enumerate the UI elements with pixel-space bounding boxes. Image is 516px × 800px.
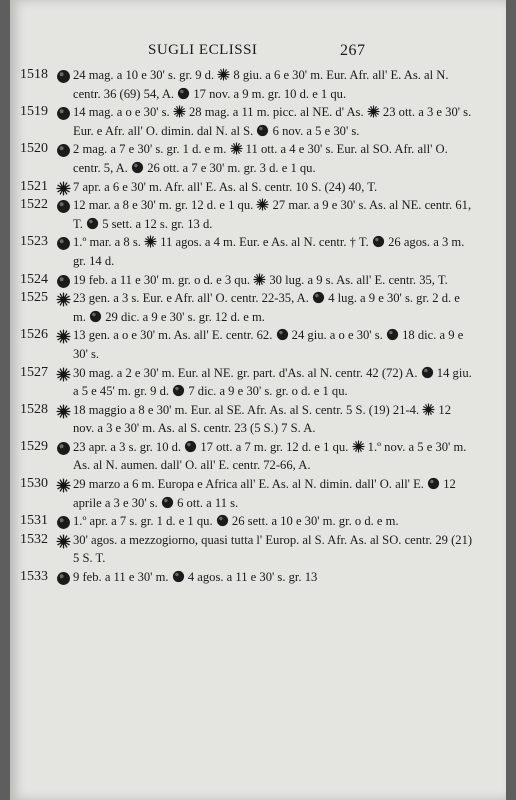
moon-eclipse-icon (56, 441, 71, 456)
entry-text-segment: 11 ott. a 4 e 30' s. Eur. al SO. Afr. all' O. centr. 5, A. (73, 142, 448, 175)
moon-eclipse-icon (312, 291, 325, 304)
page-header (10, 42, 506, 62)
moon-eclipse-icon (421, 366, 434, 379)
entry-year: 1524 (20, 271, 48, 287)
sun-eclipse-icon (56, 534, 71, 549)
entry-text-segment: 27 mar. a 9 e 30' s. As. al NE. centr. 61, T. (73, 198, 472, 231)
moon-eclipse-icon (172, 570, 185, 583)
entry-text-segment: 2 mag. a 7 e 30' s. gr. 1 d. e m. (73, 142, 230, 157)
sun-eclipse-icon (256, 198, 269, 211)
moon-eclipse-icon (89, 310, 102, 323)
entry-text-segment: 29 marzo a 6 m. Europa e Africa all' E. As. al N. dimin. dall' O. all' E. (73, 477, 428, 492)
page-number: 267 (340, 42, 366, 59)
entry-year: 1525 (20, 290, 48, 306)
entry-text-segment: 18 dic. a 9 e 30' s. (73, 328, 464, 361)
entry-text-segment: 30' agos. a mezzogiorno, quasi tutta l' Europ. al S. Afr. As. al SO. centr. 29 (21) 5 S. T. (73, 532, 473, 566)
entry-text-segment: 9 feb. a 11 e 30' m. (73, 570, 172, 585)
eclipse-year-entry (10, 568, 506, 587)
sun-eclipse-icon (56, 292, 71, 307)
entry-text-segment: 12 mar. a 8 e 30' m. gr. 12 d. e 1 qu. (73, 198, 257, 213)
moon-eclipse-icon (56, 106, 71, 121)
entry-text (73, 364, 473, 401)
entry-text-segment: 18 maggio a 8 e 30' m. Eur. al SE. Afr. As. al S. centr. 5 S. (19) 21-4. (73, 402, 423, 417)
entry-text-segment: 30 lug. a 9 s. As. all' E. centr. 35, T. (266, 272, 448, 287)
entry-text (73, 196, 473, 233)
entry-text-segment: 23 apr. a 3 s. gr. 10 d. (73, 439, 185, 454)
entry-text-segment: 5 sett. a 12 s. gr. 13 d. (99, 216, 213, 231)
entry-text-segment: 13 gen. a o e 30' m. As. all' E. centr. 62. (73, 328, 276, 343)
eclipse-year-entry (10, 178, 506, 197)
sun-eclipse-icon (352, 440, 365, 453)
moon-eclipse-icon (386, 328, 399, 341)
entry-text-segment: 6 nov. a 5 e 30' s. (269, 123, 360, 138)
entry-text (73, 475, 473, 512)
entry-text-segment: 26 ott. a 7 e 30' m. gr. 3 d. e 1 qu. (144, 160, 316, 175)
sun-eclipse-icon (56, 329, 71, 344)
moon-eclipse-icon (56, 571, 71, 586)
entry-text (73, 271, 473, 290)
entry-text-segment: 23 ott. a 3 e 30' s. Eur. e Afr. all' O. dimin. dal N. al S. (73, 105, 472, 138)
sun-eclipse-icon (173, 105, 186, 118)
moon-eclipse-icon (161, 496, 174, 509)
entry-text-segment: 19 feb. a 11 e 30' m. gr. o d. e 3 qu. (73, 272, 254, 287)
entry-year: 1519 (20, 104, 48, 120)
eclipse-year-entry (10, 271, 506, 290)
entry-text-segment: 26 agos. a 3 m. gr. 14 d. (73, 235, 465, 268)
entry-text (73, 66, 473, 103)
sun-eclipse-icon (230, 142, 243, 155)
moon-eclipse-icon (172, 384, 185, 397)
eclipse-year-entry (10, 512, 506, 531)
moon-eclipse-icon (56, 236, 71, 251)
sun-eclipse-icon (56, 404, 71, 419)
entry-text (73, 401, 473, 438)
sun-eclipse-icon (367, 105, 380, 118)
entry-text-segment: 1.º mar. a 8 s. (73, 235, 145, 250)
moon-eclipse-icon (256, 124, 269, 137)
moon-eclipse-icon (372, 235, 385, 248)
moon-eclipse-icon (177, 87, 190, 100)
entry-text-segment: 17 nov. a 9 m. gr. 10 d. e 1 qu. (190, 86, 347, 101)
sun-eclipse-icon (217, 68, 230, 81)
sun-eclipse-icon (253, 273, 266, 286)
entry-year: 1530 (20, 476, 48, 492)
entry-text-segment: 12 nov. a 3 e 30' m. As. al S. centr. 23 (5 S.) 7 S. A. (73, 402, 452, 436)
sun-eclipse-icon (56, 367, 71, 382)
entry-text-segment: 24 giu. a o e 30' s. (288, 328, 386, 343)
eclipse-year-entry (10, 326, 506, 363)
sun-eclipse-icon (56, 181, 71, 196)
entry-text-segment: 12 aprile a 3 e 30' s. (73, 477, 456, 510)
entry-year: 1526 (20, 327, 48, 343)
eclipse-year-entry (10, 531, 506, 568)
entry-text-segment: 8 giu. a 6 e 30' m. Eur. Afr. all' E. As. al N. centr. 36 (69) 54, A. (73, 68, 449, 101)
eclipse-year-entry (10, 401, 506, 438)
entry-year: 1531 (20, 513, 48, 529)
sun-eclipse-icon (144, 235, 157, 248)
eclipse-entries-list (10, 66, 506, 587)
eclipse-year-entry (10, 289, 506, 326)
eclipse-year-entry (10, 196, 506, 233)
running-title: SUGLI ECLISSI (148, 42, 258, 58)
moon-eclipse-icon (131, 161, 144, 174)
entry-text (73, 103, 473, 140)
entry-text-segment: 7 apr. a 6 e 30' m. Afr. all' E. As. al S. centr. 10 S. (24) 40, T. (73, 179, 378, 194)
eclipse-year-entry (10, 66, 506, 103)
entry-text-segment: 6 ott. a 11 s. (173, 495, 239, 510)
entry-year: 1527 (20, 364, 48, 380)
eclipse-year-entry (10, 233, 506, 270)
moon-eclipse-icon (276, 328, 289, 341)
entry-text (73, 289, 473, 326)
entry-text (73, 531, 473, 568)
entry-text-segment: 26 sett. a 10 e 30' m. gr. o d. e m. (228, 514, 399, 529)
entry-text (73, 326, 473, 363)
entry-text-segment: 29 dic. a 9 e 30' s. gr. 12 d. e m. (102, 309, 265, 324)
entry-text (73, 140, 473, 177)
entry-text (73, 568, 473, 587)
moon-eclipse-icon (56, 69, 71, 84)
entry-text-segment: 11 agos. a 4 m. Eur. e As. al N. centr. † T. (157, 235, 372, 250)
sun-eclipse-icon (56, 478, 71, 493)
entry-text-segment: 14 giu. a 5 e 45' m. gr. 9 d. (73, 365, 472, 399)
moon-eclipse-icon (216, 514, 229, 527)
entry-text-segment: 28 mag. a 11 m. picc. al NE. d' As. (185, 105, 367, 120)
entry-text-segment: 23 gen. a 3 s. Eur. e Afr. all' O. centr. 22-35, A. (73, 291, 313, 306)
sun-eclipse-icon (422, 403, 435, 416)
eclipse-year-entry (10, 438, 506, 475)
moon-eclipse-icon (427, 477, 440, 490)
entry-text (73, 178, 473, 197)
entry-text-segment: 24 mag. a 10 e 30' s. gr. 9 d. (73, 68, 218, 82)
entry-year: 1529 (20, 438, 48, 454)
entry-text-segment: 1.º apr. a 7 s. gr. 1 d. e 1 qu. (73, 514, 216, 529)
entry-text (73, 233, 473, 270)
entry-text-segment: 30 mag. a 2 e 30' m. Eur. al NE. gr. part. d'As. al N. centr. 42 (72) A. (73, 365, 421, 380)
entry-text-segment: 4 agos. a 11 e 30' s. gr. 13 (184, 570, 318, 585)
entry-year: 1528 (20, 401, 48, 417)
entry-text (73, 512, 473, 531)
book-page (10, 0, 506, 800)
eclipse-year-entry (10, 364, 506, 401)
entry-year: 1518 (20, 67, 48, 82)
moon-eclipse-icon (56, 143, 71, 158)
entry-year: 1522 (20, 197, 48, 213)
entry-year: 1523 (20, 234, 48, 250)
entry-year: 1520 (20, 141, 48, 157)
entry-text (73, 438, 473, 475)
moon-eclipse-icon (56, 199, 71, 214)
entry-text-segment: 17 ott. a 7 m. gr. 12 d. e 1 qu. (197, 439, 352, 454)
eclipse-year-entry (10, 475, 506, 512)
moon-eclipse-icon (86, 217, 99, 230)
entry-text-segment: 1.º nov. a 5 e 30' m. As. al N. aumen. dall' O. all' E. centr. 72-66, A. (73, 439, 467, 473)
eclipse-year-entry (10, 103, 506, 140)
eclipse-year-entry (10, 140, 506, 177)
moon-eclipse-icon (56, 515, 71, 530)
entry-year: 1532 (20, 531, 48, 547)
entry-text-segment: 4 lug. a 9 e 30' s. gr. 2 d. e m. (73, 291, 460, 324)
moon-eclipse-icon (184, 440, 197, 453)
entry-year: 1521 (20, 178, 48, 194)
entry-text-segment: 7 dic. a 9 e 30' s. gr. o d. e 1 qu. (185, 384, 348, 399)
moon-eclipse-icon (56, 274, 71, 289)
entry-year: 1533 (20, 569, 48, 585)
entry-text-segment: 14 mag. a o e 30' s. (73, 105, 173, 120)
